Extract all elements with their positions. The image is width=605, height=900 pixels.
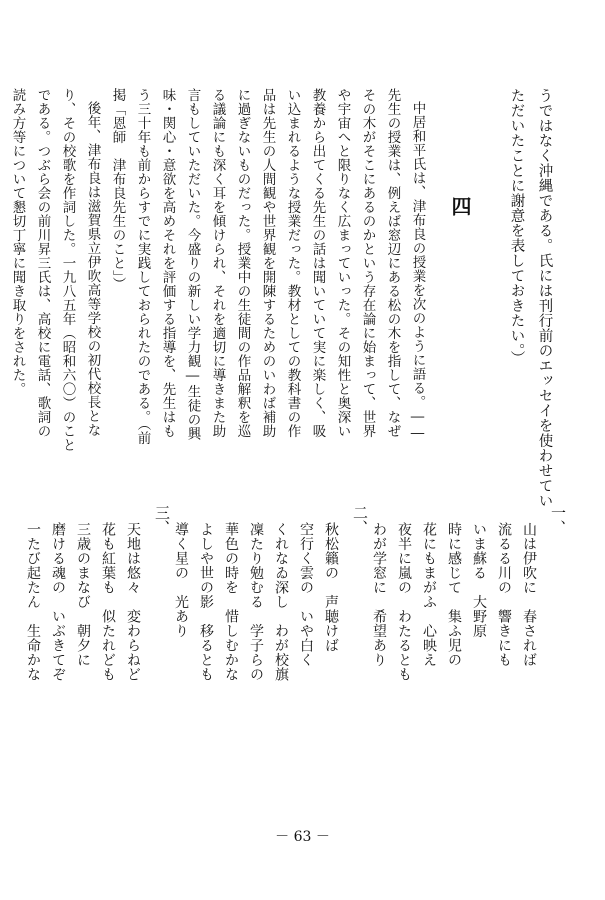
section-heading: 四 bbox=[448, 196, 472, 216]
verse-number: 二、 bbox=[351, 505, 369, 535]
body-line: 味・関心・意欲を高めそれを評価する指導を、先生はも bbox=[159, 88, 176, 438]
verse-line: 三歳のまなび 朝夕に bbox=[75, 522, 91, 667]
verse-line: 花も紅葉も 似たれども bbox=[100, 522, 116, 682]
body-line: 読み方等について懇切丁寧に聞き取りをされた。 bbox=[9, 88, 26, 396]
verse-line: 天地は悠々 変わらねど bbox=[125, 522, 141, 682]
verse-line: わが学窓に 希望あり bbox=[371, 522, 387, 667]
intro-line-2: ただいたことに謝意を表しておきたい。） bbox=[508, 88, 525, 366]
verse-line: 一たび起たん 生命かな bbox=[25, 522, 41, 682]
body-line: 掲「恩師 津布良先生のこと」） bbox=[109, 88, 126, 292]
body-line: う三十年も前からすでに実践しておられたのである。（前 bbox=[134, 88, 151, 446]
page-number: － 63 － bbox=[275, 829, 330, 845]
verse-number: 三、 bbox=[153, 505, 171, 535]
body-line: 後年、津布良は滋賀県立伊吹高等学校の初代校長とな bbox=[84, 101, 101, 437]
verse-line: 夜半に嵐の わたるとも bbox=[396, 522, 412, 682]
body-line: である。つぶら会の前川昇三氏は、高校に電話、歌詞の bbox=[34, 88, 51, 438]
verse-line: 秋松籟の 声聴けば bbox=[323, 522, 339, 653]
body-line: 品は先生の人間観や世界観を開陳するためのいわば補助 bbox=[259, 88, 276, 438]
body-line: 言もしていただいた。今盛りの新しい学力観―生徒の興 bbox=[184, 88, 201, 441]
intro-line-1: うではなく沖縄である。氏には刊行前のエッセイを使わせてい bbox=[536, 88, 553, 508]
body-line: い込まれるような授業だった。教材としての教科書の作 bbox=[284, 88, 301, 438]
verse-line: 華色の時を 惜しむかな bbox=[223, 522, 239, 682]
verse-line: いま蘇る 大野原 bbox=[471, 522, 487, 638]
verse-line: 空行く雲の いや白く bbox=[298, 522, 314, 667]
verse-line: よしや世の影 移るとも bbox=[198, 522, 214, 682]
body-line: に過ぎないものだった。授業中の生徒間の作品解釈を巡 bbox=[234, 88, 251, 438]
verse-line: くれなゐ深し わが校旗 bbox=[273, 522, 289, 682]
body-line: や宇宙へと限りなく広まっていった。その知性と奥深い bbox=[334, 88, 351, 438]
verse-line: 凜たり勉むる 学子らの bbox=[248, 522, 264, 682]
verse-line: 時に感じて 集ふ児の bbox=[446, 522, 462, 667]
verse-line: 山は伊吹に 春されば bbox=[521, 522, 537, 667]
verse-number: 一、 bbox=[549, 505, 567, 535]
verse-line: 磨ける魂の いぶきてぞ bbox=[50, 522, 66, 682]
body-line: その木がそこにあるのかという存在論に始まって、世界 bbox=[359, 88, 376, 438]
verse-line: 花にもまがふ 心映え bbox=[421, 522, 437, 667]
body-line: る議論にも深く耳を傾けられ、それを適切に導きまた助 bbox=[209, 88, 226, 438]
body-line: 教養から出てくる先生の話は聞いていて実に楽しく、吸 bbox=[309, 88, 326, 438]
body-line: 中居和平氏は、津布良の授業を次のように語る。―― bbox=[409, 101, 426, 442]
verse-line: 導く星の 光あり bbox=[173, 522, 189, 638]
body-line: 先生の授業は、例えば窓辺にある松の木を指して、なぜ bbox=[384, 88, 401, 438]
verse-line: 流るる川の 響きにも bbox=[496, 522, 512, 667]
body-line: り、その校歌を作詞した。一九八五年（昭和六〇）のこと bbox=[59, 88, 76, 452]
